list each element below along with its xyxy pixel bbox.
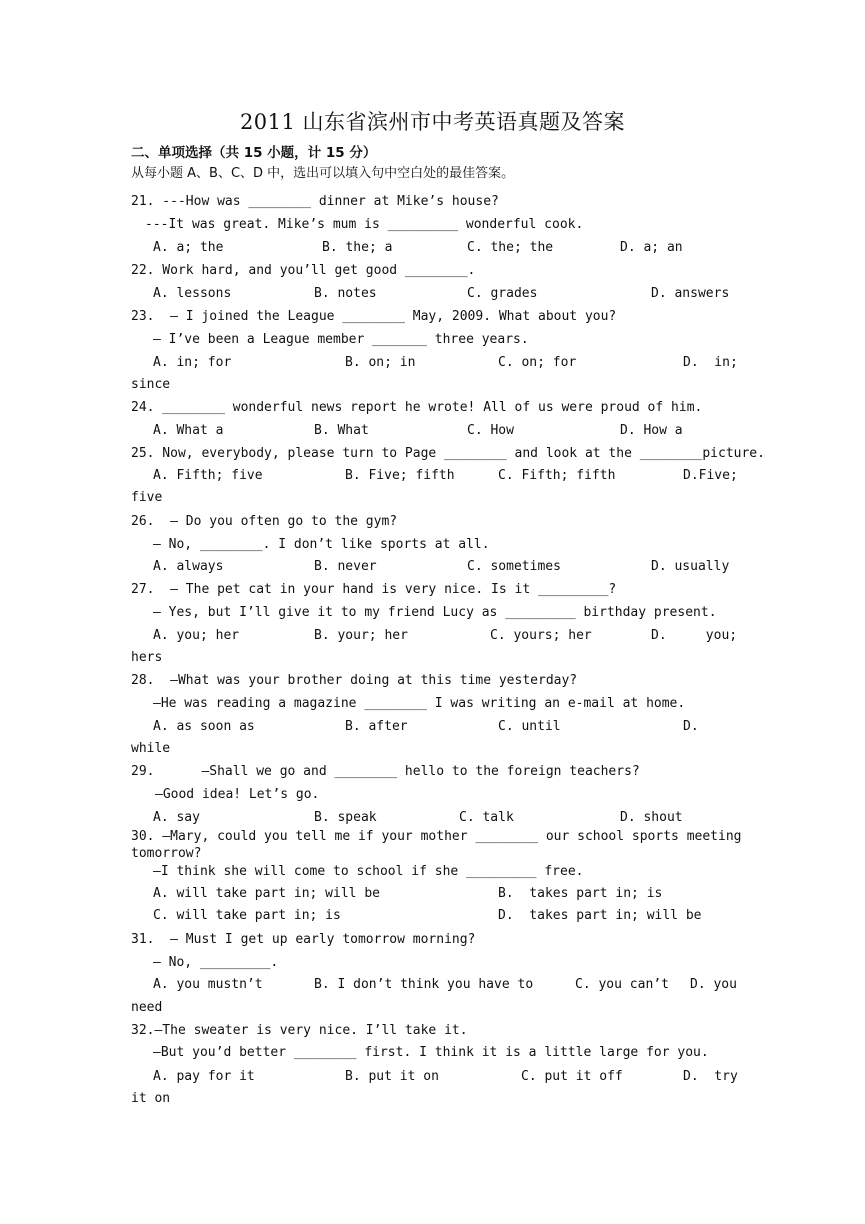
- question-32-option-b: B. put it on: [345, 1069, 439, 1084]
- question-21-option-b: B. the; a: [322, 240, 393, 255]
- question-28-option-a: A. as soon as: [153, 719, 255, 734]
- question-26-dialogue: – No, ________. I don’t like sports at all.: [153, 537, 490, 552]
- question-23-dialogue: – I’ve been a League member _______ three years.: [153, 332, 529, 347]
- question-32-option-d: D. try: [683, 1069, 738, 1084]
- question-23-option-c: C. on; for: [498, 355, 577, 370]
- question-25-option-a: A. Fifth; five: [153, 468, 263, 483]
- question-28-option-c: C. until: [498, 719, 561, 734]
- question-28-option-d: D.: [683, 719, 699, 734]
- question-31-option-d: D. you: [690, 977, 737, 992]
- question-27-option-b: B. your; her: [314, 628, 408, 643]
- question-32-option-a: A. pay for it: [153, 1069, 255, 1084]
- question-25-option-b: B. Five; fifth: [345, 468, 455, 483]
- question-26-option-a: A. always: [153, 559, 224, 574]
- question-25-stem: 25. Now, everybody, please turn to Page ________ and look at the ________picture.: [131, 446, 765, 461]
- question-31-dialogue: – No, _________.: [153, 955, 279, 970]
- question-31-option-wrap: need: [131, 1000, 163, 1015]
- question-32-option-wrap: it on: [131, 1091, 171, 1106]
- question-29-dialogue: –Good idea! Let’s go.: [155, 787, 320, 802]
- question-28-option-b: B. after: [345, 719, 408, 734]
- question-27-stem: 27. – The pet cat in your hand is very nice. Is it _________?: [131, 582, 617, 597]
- question-29-option-a: A. say: [153, 810, 200, 825]
- section-instruction: 从每小题 A、B、C、D 中，选出可以填入句中空白处的最佳答案。: [131, 166, 515, 181]
- question-22-option-a: A. lessons: [153, 286, 232, 301]
- question-24-option-a: A. What a: [153, 423, 224, 438]
- question-30-stem-wrap: tomorrow?: [131, 846, 202, 861]
- question-30-option-a: A. will take part in; will be: [153, 886, 380, 901]
- section-heading: 二、单项选择（共 15 小题，计 15 分）: [131, 145, 377, 161]
- question-26-option-b: B. never: [314, 559, 377, 574]
- document-title: 2011 山东省滨州市中考英语真题及答案: [239, 110, 626, 134]
- question-22-option-c: C. grades: [467, 286, 538, 301]
- question-31-stem: 31. – Must I get up early tomorrow morning?: [131, 932, 476, 947]
- question-31-option-c: C. you can’t: [575, 977, 669, 992]
- question-24-option-d: D. How a: [620, 423, 683, 438]
- question-27-option-wrap: hers: [131, 650, 163, 665]
- question-26-option-c: C. sometimes: [467, 559, 561, 574]
- question-26-stem: 26. – Do you often go to the gym?: [131, 514, 398, 529]
- question-25-option-c: C. Fifth; fifth: [498, 468, 616, 483]
- question-21-option-c: C. the; the: [467, 240, 554, 255]
- question-22-option-b: B. notes: [314, 286, 377, 301]
- question-23-option-a: A. in; for: [153, 355, 232, 370]
- question-24-stem: 24. ________ wonderful news report he wrote! All of us were proud of him.: [131, 400, 703, 415]
- question-28-option-wrap: while: [131, 741, 171, 756]
- question-27-option-d: D. you;: [651, 628, 738, 643]
- question-24-option-b: B. What: [314, 423, 369, 438]
- question-21-dialogue: ---It was great. Mike’s mum is _________ wonderful cook.: [145, 217, 584, 232]
- question-29-option-b: B. speak: [314, 810, 377, 825]
- question-22-stem: 22. Work hard, and you’ll get good ________.: [131, 263, 476, 278]
- question-23-option-b: B. on; in: [345, 355, 416, 370]
- question-21-option-a: A. a; the: [153, 240, 224, 255]
- question-27-dialogue: – Yes, but I’ll give it to my friend Lucy as _________ birthday present.: [153, 605, 717, 620]
- question-31-option-a: A. you mustn’t: [153, 977, 263, 992]
- question-30-dialogue: —I think she will come to school if she _________ free.: [153, 864, 584, 879]
- question-23-option-wrap: since: [131, 377, 171, 392]
- question-30-option-b: B. takes part in; is: [498, 886, 663, 901]
- question-25-option-wrap: five: [131, 490, 163, 505]
- question-23-option-d: D. in;: [683, 355, 738, 370]
- question-30-stem: 30. —Mary, could you tell me if your mother ________ our school sports meeting: [131, 829, 742, 844]
- question-30-option-d: D. takes part in; will be: [498, 908, 702, 923]
- question-32-dialogue: —But you’d better ________ first. I think it is a little large for you.: [153, 1045, 709, 1060]
- question-27-option-c: C. yours; her: [490, 628, 592, 643]
- question-25-option-d: D.Five;: [683, 468, 738, 483]
- question-23-stem: 23. – I joined the League ________ May, 2009. What about you?: [131, 309, 617, 324]
- question-27-option-a: A. you; her: [153, 628, 240, 643]
- question-32-option-c: C. put it off: [521, 1069, 623, 1084]
- question-22-option-d: D. answers: [651, 286, 730, 301]
- question-28-dialogue: –He was reading a magazine ________ I was writing an e-mail at home.: [153, 696, 686, 711]
- question-31-option-b: B. I don’t think you have to: [314, 977, 534, 992]
- question-29-option-d: D. shout: [620, 810, 683, 825]
- question-24-option-c: C. How: [467, 423, 514, 438]
- question-29-stem: 29. –Shall we go and ________ hello to the foreign teachers?: [131, 764, 640, 779]
- question-32-stem: 32.—The sweater is very nice. I’ll take it.: [131, 1023, 468, 1038]
- question-28-stem: 28. –What was your brother doing at this time yesterday?: [131, 673, 578, 688]
- question-30-option-c: C. will take part in; is: [153, 908, 341, 923]
- question-29-option-c: C. talk: [459, 810, 514, 825]
- question-21-option-d: D. a; an: [620, 240, 683, 255]
- question-21-stem: 21. ---How was ________ dinner at Mike’s house?: [131, 194, 499, 209]
- question-26-option-d: D. usually: [651, 559, 730, 574]
